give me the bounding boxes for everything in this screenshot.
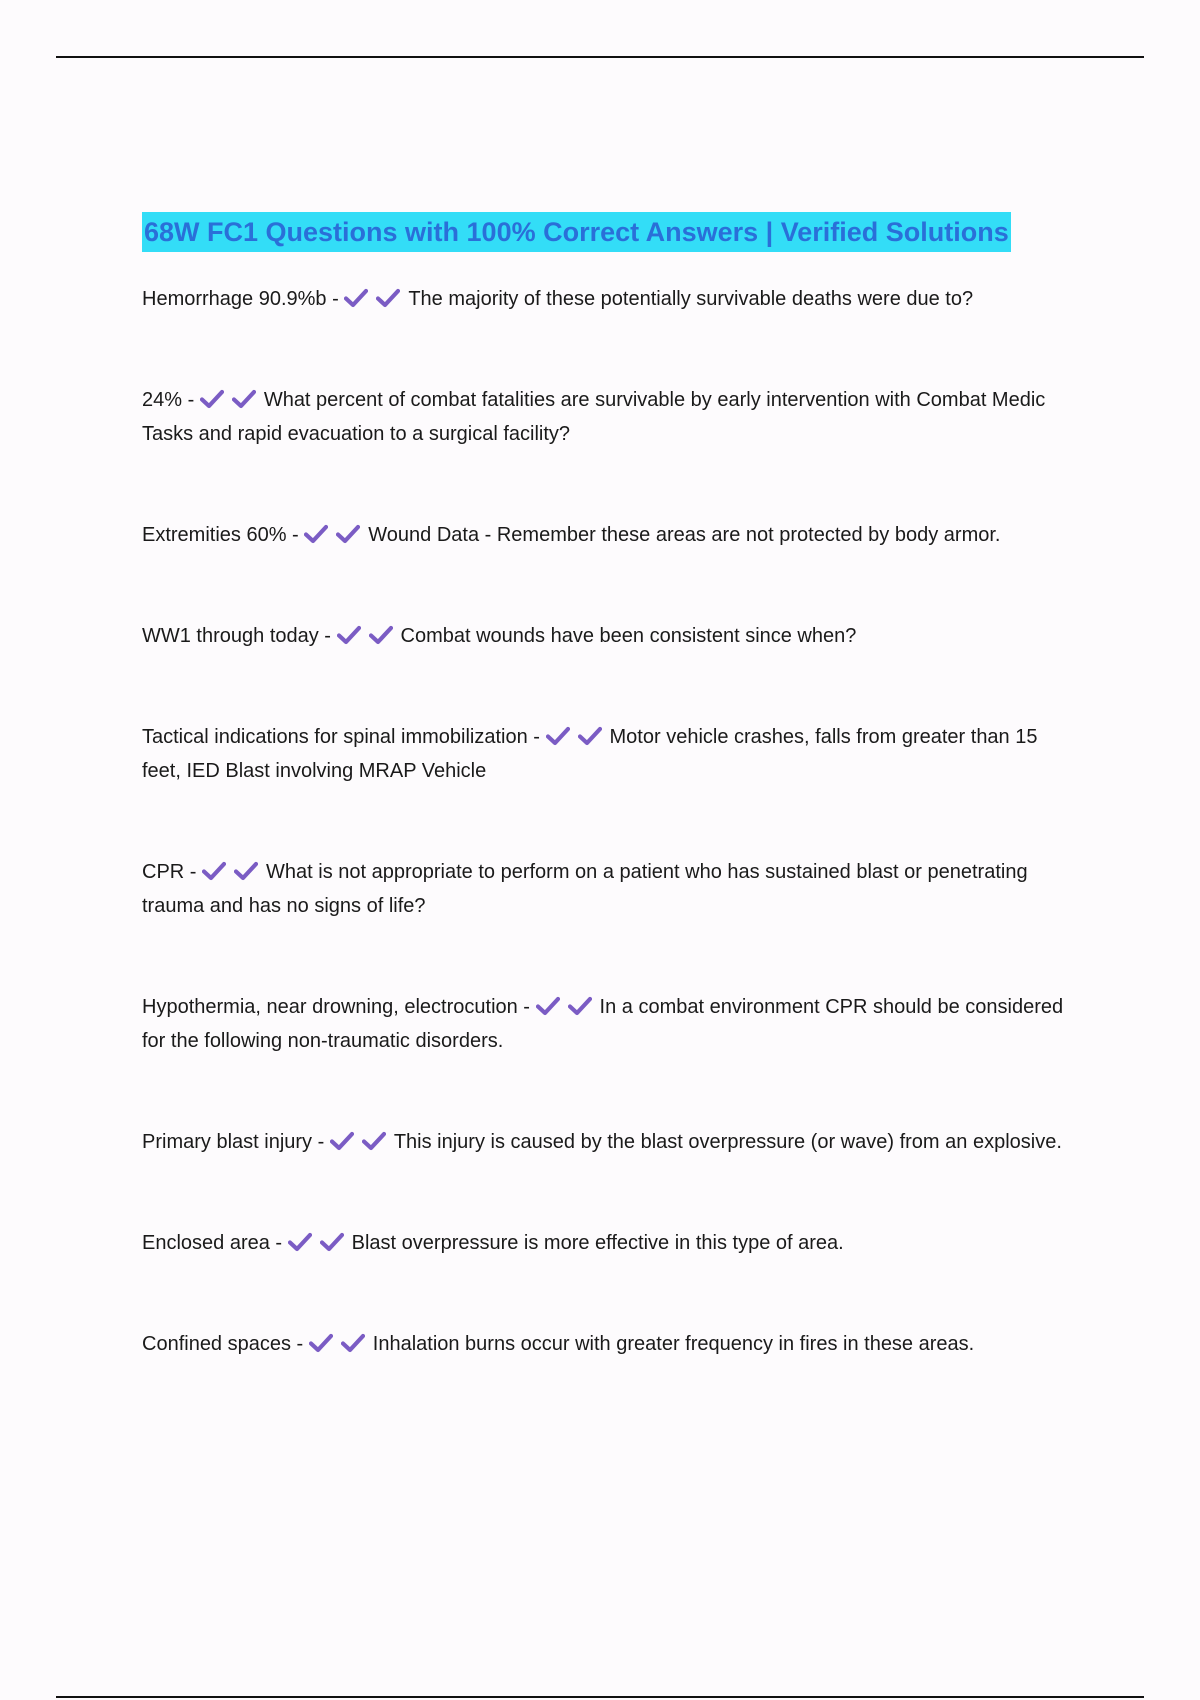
qa-item bbox=[142, 383, 1072, 451]
checkmark-icon bbox=[234, 861, 258, 881]
checkmark-icon bbox=[200, 389, 224, 409]
checkmark-icon bbox=[202, 861, 226, 881]
question-text: What is not appropriate to perform on a patient who has sustained blast or penetrating trauma and has no signs of life? bbox=[142, 861, 1028, 917]
qa-item bbox=[142, 282, 1072, 316]
checkmark-icon bbox=[546, 726, 570, 746]
checkmark-icon bbox=[320, 1232, 344, 1252]
checkmark-icon bbox=[304, 524, 328, 544]
qa-item bbox=[142, 619, 1072, 653]
checkmark-icon bbox=[578, 726, 602, 746]
qa-item bbox=[142, 720, 1072, 788]
checkmark-icon bbox=[344, 288, 368, 308]
question-text: What percent of combat fatalities are survivable by early intervention with Combat Medic Tasks and rapid evacuation to a surgical facility? bbox=[142, 389, 1046, 445]
answer-text: Confined spaces - bbox=[142, 1333, 304, 1355]
answer-text: 24% - bbox=[142, 389, 195, 411]
question-text: Combat wounds have been consistent since when? bbox=[400, 625, 857, 647]
answer-text: Extremities 60% - bbox=[142, 524, 299, 546]
checkmark-icon bbox=[337, 625, 361, 645]
qa-item bbox=[142, 990, 1072, 1058]
checkmark-icon bbox=[568, 996, 592, 1016]
checkmark-icon bbox=[362, 1131, 386, 1151]
qa-item bbox=[142, 518, 1072, 552]
header-rule bbox=[56, 56, 1144, 58]
question-text: In a combat environment CPR should be considered for the following non-traumatic disorders. bbox=[142, 996, 1064, 1052]
answer-text: Primary blast injury - bbox=[142, 1131, 325, 1153]
qa-item bbox=[142, 1327, 1072, 1361]
checkmark-icon bbox=[376, 288, 400, 308]
footer-rule bbox=[56, 1696, 1144, 1698]
question-text: Motor vehicle crashes, falls from greater than 15 feet, IED Blast involving MRAP Vehicle bbox=[142, 726, 1038, 782]
answer-text: Enclosed area - bbox=[142, 1232, 283, 1254]
qa-item bbox=[142, 855, 1072, 923]
checkmark-icon bbox=[330, 1131, 354, 1151]
document-title: 68W FC1 Questions with 100% Correct Answers | Verified Solutions bbox=[142, 212, 1011, 252]
answer-text: Tactical indications for spinal immobilization - bbox=[142, 726, 540, 748]
question-text: Blast overpressure is more effective in this type of area. bbox=[351, 1232, 844, 1254]
qa-item bbox=[142, 1125, 1072, 1159]
answer-text: Hypothermia, near drowning, electrocution - bbox=[142, 996, 530, 1018]
checkmark-icon bbox=[336, 524, 360, 544]
question-text: Wound Data - Remember these areas are not protected by body armor. bbox=[368, 524, 1001, 546]
qa-list bbox=[142, 282, 1072, 1361]
checkmark-icon bbox=[309, 1333, 333, 1353]
qa-item bbox=[142, 1226, 1072, 1260]
question-text: Inhalation burns occur with greater frequency in fires in these areas. bbox=[372, 1333, 975, 1355]
answer-text: CPR - bbox=[142, 861, 197, 883]
question-text: This injury is caused by the blast overpressure (or wave) from an explosive. bbox=[393, 1131, 1062, 1153]
question-text: The majority of these potentially survivable deaths were due to? bbox=[408, 288, 974, 310]
checkmark-icon bbox=[536, 996, 560, 1016]
answer-text: WW1 through today - bbox=[142, 625, 331, 647]
checkmark-icon bbox=[341, 1333, 365, 1353]
answer-text: Hemorrhage 90.9%b - bbox=[142, 288, 339, 310]
checkmark-icon bbox=[232, 389, 256, 409]
checkmark-icon bbox=[369, 625, 393, 645]
document-body bbox=[142, 212, 1072, 1361]
checkmark-icon bbox=[288, 1232, 312, 1252]
